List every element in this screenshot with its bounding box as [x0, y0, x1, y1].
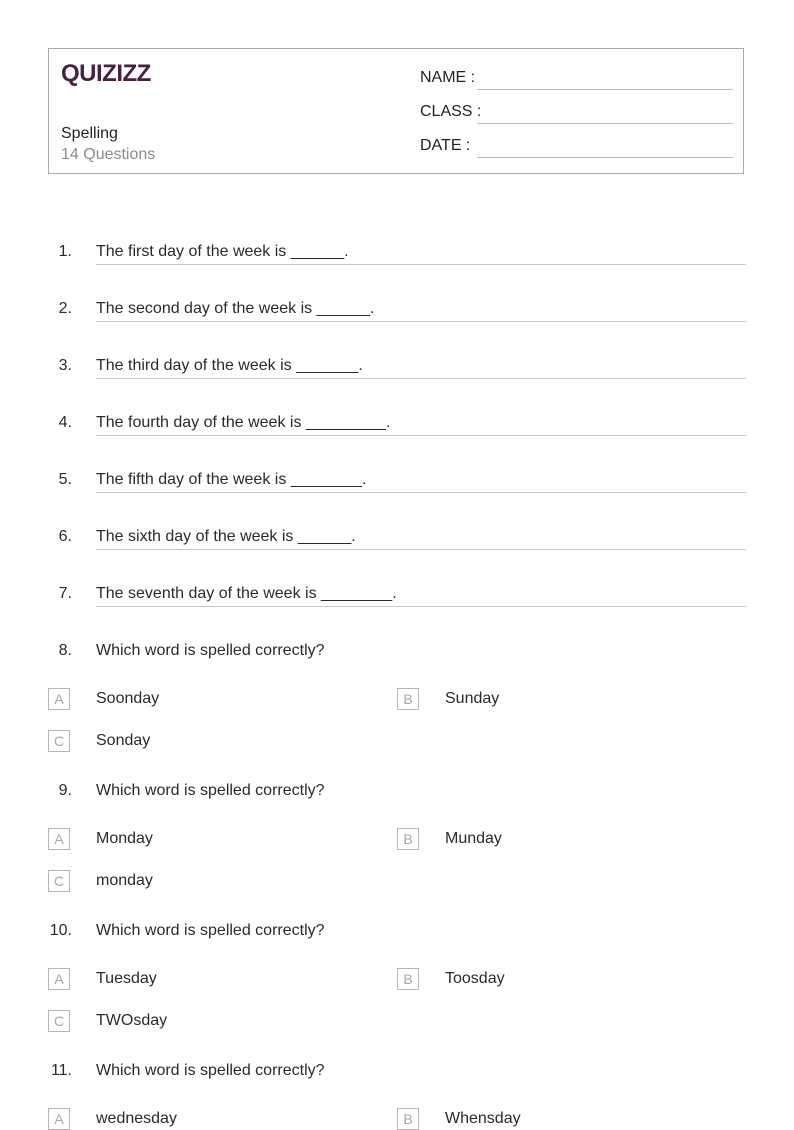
question-text: The second day of the week is ______.	[96, 300, 375, 317]
question-number: 1.	[58, 243, 72, 260]
option-text[interactable]: Whensday	[445, 1110, 521, 1127]
option-letter-box[interactable]: C	[48, 870, 70, 892]
option-text[interactable]: monday	[96, 872, 153, 889]
question-number: 6.	[58, 528, 72, 545]
option-text[interactable]: Munday	[445, 830, 502, 847]
question-number: 9.	[58, 782, 72, 799]
option-letter-box[interactable]: A	[48, 688, 70, 710]
question-item	[0, 243, 794, 263]
answer-line[interactable]	[96, 549, 746, 550]
question-item	[0, 528, 794, 548]
question-number: 10.	[49, 922, 72, 939]
question-text: Which word is spelled correctly?	[96, 1062, 325, 1079]
question-text: The seventh day of the week is ________.	[96, 585, 397, 602]
question-item	[0, 471, 794, 491]
class-label: CLASS :	[420, 103, 482, 120]
question-text: The fifth day of the week is ________.	[96, 471, 367, 488]
option-letter-box[interactable]: B	[397, 1108, 419, 1130]
question-item	[0, 414, 794, 434]
option-letter-box[interactable]: A	[48, 968, 70, 990]
question-text: Which word is spelled correctly?	[96, 782, 325, 799]
option-letter-box[interactable]: B	[397, 688, 419, 710]
option-text[interactable]: Tuesday	[96, 970, 157, 987]
option-letter-box[interactable]: B	[397, 968, 419, 990]
question-item	[0, 642, 794, 662]
answer-line[interactable]	[96, 435, 746, 436]
question-number: 8.	[58, 642, 72, 659]
question-text: The first day of the week is ______.	[96, 243, 349, 260]
question-text: The third day of the week is _______.	[96, 357, 363, 374]
answer-line[interactable]	[96, 606, 746, 607]
question-text: The fourth day of the week is _________.	[96, 414, 391, 431]
question-number: 3.	[58, 357, 72, 374]
quizizz-logo	[61, 59, 153, 87]
question-number: 4.	[58, 414, 72, 431]
question-number: 2.	[58, 300, 72, 317]
question-number: 7.	[58, 585, 72, 602]
question-item	[0, 357, 794, 377]
question-number: 5.	[58, 471, 72, 488]
question-item	[0, 922, 794, 942]
option-letter-box[interactable]: A	[48, 828, 70, 850]
option-letter-box[interactable]: A	[48, 1108, 70, 1130]
svg-text:QUIZIZZ: QUIZIZZ	[61, 60, 151, 87]
option-text[interactable]: Toosday	[445, 970, 505, 987]
option-text[interactable]: Sonday	[96, 732, 151, 749]
name-label: NAME :	[420, 69, 476, 86]
question-number: 11.	[50, 1062, 72, 1079]
class-field[interactable]	[477, 123, 733, 124]
answer-line[interactable]	[96, 264, 746, 265]
option-text[interactable]: Monday	[96, 830, 153, 847]
answer-line[interactable]	[96, 492, 746, 493]
answer-line[interactable]	[96, 378, 746, 379]
question-text: Which word is spelled correctly?	[96, 922, 325, 939]
question-text: The sixth day of the week is ______.	[96, 528, 356, 545]
option-text[interactable]: wednesday	[96, 1110, 177, 1127]
date-field[interactable]	[477, 157, 733, 158]
worksheet-header	[48, 48, 744, 174]
answer-line[interactable]	[96, 321, 746, 322]
question-item	[0, 300, 794, 320]
question-text: Which word is spelled correctly?	[96, 642, 325, 659]
option-letter-box[interactable]: B	[397, 828, 419, 850]
question-item	[0, 585, 794, 605]
name-field[interactable]	[477, 89, 733, 90]
question-count: 14 Questions	[61, 146, 156, 163]
question-item	[0, 782, 794, 802]
option-text[interactable]: Soonday	[96, 690, 160, 707]
worksheet-title: Spelling	[61, 125, 118, 142]
question-item	[0, 1062, 794, 1082]
date-label: DATE :	[420, 137, 471, 154]
option-letter-box[interactable]: C	[48, 730, 70, 752]
option-text[interactable]: Sunday	[445, 690, 500, 707]
option-text[interactable]: TWOsday	[96, 1012, 168, 1029]
option-letter-box[interactable]: C	[48, 1010, 70, 1032]
